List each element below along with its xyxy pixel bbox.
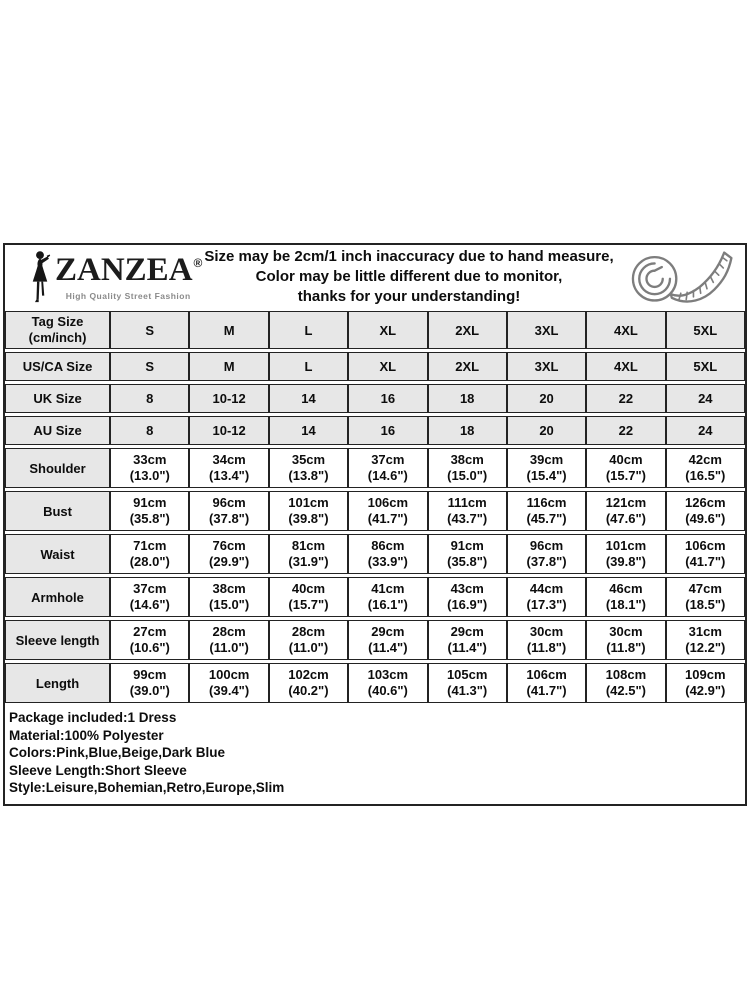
measure-cell: 71cm (28.0") (110, 534, 189, 574)
brand-text-block (55, 251, 203, 301)
table-row-tag-size (5, 311, 745, 349)
measure-cell: 30cm (11.8") (507, 620, 586, 660)
brand-wordmark: ZANZEA (55, 251, 193, 288)
measure-cell: 109cm (42.9") (666, 663, 745, 703)
size-cell: L (269, 352, 348, 381)
detail-style: Style:Leisure,Bohemian,Retro,Europe,Slim (9, 780, 285, 795)
size-cell: S (110, 352, 189, 381)
row-label-length: Length (5, 663, 110, 703)
size-cell: XL (348, 311, 427, 349)
registered-trademark: ® (193, 255, 203, 270)
measure-cell: 105cm (41.3") (428, 663, 507, 703)
size-cell: M (189, 311, 268, 349)
measure-cell: 44cm (17.3") (507, 577, 586, 617)
row-label-shoulder: Shoulder (5, 448, 110, 488)
row-label-armhole: Armhole (5, 577, 110, 617)
measure-cell: 101cm (39.8") (269, 491, 348, 531)
measure-cell: 86cm (33.9") (348, 534, 427, 574)
brand-logo (7, 250, 203, 304)
disclaimer-line-1: Size may be 2cm/1 inch inaccuracy due to hand measure, (204, 248, 614, 265)
size-cell: 24 (666, 416, 745, 445)
table-row-bust (5, 491, 745, 531)
size-cell: 24 (666, 384, 745, 413)
measure-cell: 37cm (14.6") (110, 577, 189, 617)
measure-cell: 27cm (10.6") (110, 620, 189, 660)
measure-cell: 96cm (37.8") (507, 534, 586, 574)
measure-cell: 38cm (15.0") (189, 577, 268, 617)
fashion-figure-icon (27, 250, 53, 304)
size-cell: 10-12 (189, 384, 268, 413)
size-cell: 8 (110, 416, 189, 445)
size-cell: 20 (507, 384, 586, 413)
measure-cell: 111cm (43.7") (428, 491, 507, 531)
measure-cell: 33cm (13.0") (110, 448, 189, 488)
measure-cell: 40cm (15.7") (586, 448, 665, 488)
tag-size-label-line2: (cm/inch) (28, 330, 87, 345)
row-label-tag-size (5, 311, 110, 349)
measure-cell: 29cm (11.4") (348, 620, 427, 660)
table-row-length (5, 663, 745, 703)
measure-cell: 91cm (35.8") (110, 491, 189, 531)
detail-material: Material:100% Polyester (9, 727, 164, 743)
detail-package: Package included:1 Dress (9, 710, 177, 725)
measure-cell: 42cm (16.5") (666, 448, 745, 488)
size-chart-panel (3, 243, 747, 806)
table-row-sleeve-length (5, 620, 745, 660)
measure-cell: 121cm (47.6") (586, 491, 665, 531)
size-cell: 5XL (666, 311, 745, 349)
disclaimer-line-2: Color may be little different due to monitor, (255, 268, 563, 285)
measure-cell: 102cm (40.2") (269, 663, 348, 703)
size-cell: 18 (428, 416, 507, 445)
size-cell: 22 (586, 416, 665, 445)
detail-sleeve-length: Sleeve Length:Short Sleeve (9, 762, 187, 778)
row-label-bust: Bust (5, 491, 110, 531)
detail-colors: Colors:Pink,Blue,Beige,Dark Blue (9, 745, 226, 760)
measure-cell: 76cm (29.9") (189, 534, 268, 574)
measure-cell: 91cm (35.8") (428, 534, 507, 574)
size-cell: 18 (428, 384, 507, 413)
measure-cell: 41cm (16.1") (348, 577, 427, 617)
measure-cell: 31cm (12.2") (666, 620, 745, 660)
size-cell: 4XL (586, 311, 665, 349)
measure-cell: 34cm (13.4") (189, 448, 268, 488)
measure-cell: 28cm (11.0") (269, 620, 348, 660)
row-label-waist: Waist (5, 534, 110, 574)
measure-cell: 38cm (15.0") (428, 448, 507, 488)
size-cell: 3XL (507, 352, 586, 381)
measure-cell: 35cm (13.8") (269, 448, 348, 488)
measure-cell: 96cm (37.8") (189, 491, 268, 531)
size-cell: 20 (507, 416, 586, 445)
size-cell: 3XL (507, 311, 586, 349)
size-cell: 2XL (428, 311, 507, 349)
size-cell: 14 (269, 416, 348, 445)
size-cell: 10-12 (189, 416, 268, 445)
measure-cell: 100cm (39.4") (189, 663, 268, 703)
product-details (5, 706, 745, 804)
size-disclaimer (197, 247, 621, 307)
measure-cell: 106cm (41.7") (348, 491, 427, 531)
row-label-usca: US/CA Size (5, 352, 110, 381)
measure-cell: 40cm (15.7") (269, 577, 348, 617)
measure-cell: 106cm (41.7") (507, 663, 586, 703)
size-cell: 16 (348, 384, 427, 413)
brand-name (55, 251, 203, 292)
measure-cell: 28cm (11.0") (189, 620, 268, 660)
size-cell: S (110, 311, 189, 349)
size-cell: 8 (110, 384, 189, 413)
measure-cell: 116cm (45.7") (507, 491, 586, 531)
measure-cell: 30cm (11.8") (586, 620, 665, 660)
measure-cell: 46cm (18.1") (586, 577, 665, 617)
table-row-uk-size (5, 384, 745, 413)
row-label-uk: UK Size (5, 384, 110, 413)
table-row-au-size (5, 416, 745, 445)
measure-cell: 37cm (14.6") (348, 448, 427, 488)
size-cell: XL (348, 352, 427, 381)
size-cell: 2XL (428, 352, 507, 381)
size-cell: L (269, 311, 348, 349)
measure-cell: 29cm (11.4") (428, 620, 507, 660)
measure-cell: 103cm (40.6") (348, 663, 427, 703)
table-row-shoulder (5, 448, 745, 488)
tape-measure-icon (621, 249, 737, 305)
measure-cell: 81cm (31.9") (269, 534, 348, 574)
measure-cell: 43cm (16.9") (428, 577, 507, 617)
brand-tagline: High Quality Street Fashion (65, 290, 191, 301)
size-cell: M (189, 352, 268, 381)
size-cell: 14 (269, 384, 348, 413)
measure-cell: 39cm (15.4") (507, 448, 586, 488)
measure-cell: 108cm (42.5") (586, 663, 665, 703)
measure-cell: 47cm (18.5") (666, 577, 745, 617)
measure-cell: 126cm (49.6") (666, 491, 745, 531)
size-cell: 4XL (586, 352, 665, 381)
size-cell: 5XL (666, 352, 745, 381)
size-cell: 16 (348, 416, 427, 445)
row-label-sleeve-length: Sleeve length (5, 620, 110, 660)
size-table (5, 308, 745, 706)
tag-size-label-line1: Tag Size (31, 314, 84, 329)
table-row-armhole (5, 577, 745, 617)
measure-cell: 99cm (39.0") (110, 663, 189, 703)
chart-header (5, 245, 745, 308)
disclaimer-line-3: thanks for your understanding! (297, 288, 521, 305)
measure-cell: 101cm (39.8") (586, 534, 665, 574)
table-row-waist (5, 534, 745, 574)
row-label-au: AU Size (5, 416, 110, 445)
table-row-usca-size (5, 352, 745, 381)
size-cell: 22 (586, 384, 665, 413)
measure-cell: 106cm (41.7") (666, 534, 745, 574)
